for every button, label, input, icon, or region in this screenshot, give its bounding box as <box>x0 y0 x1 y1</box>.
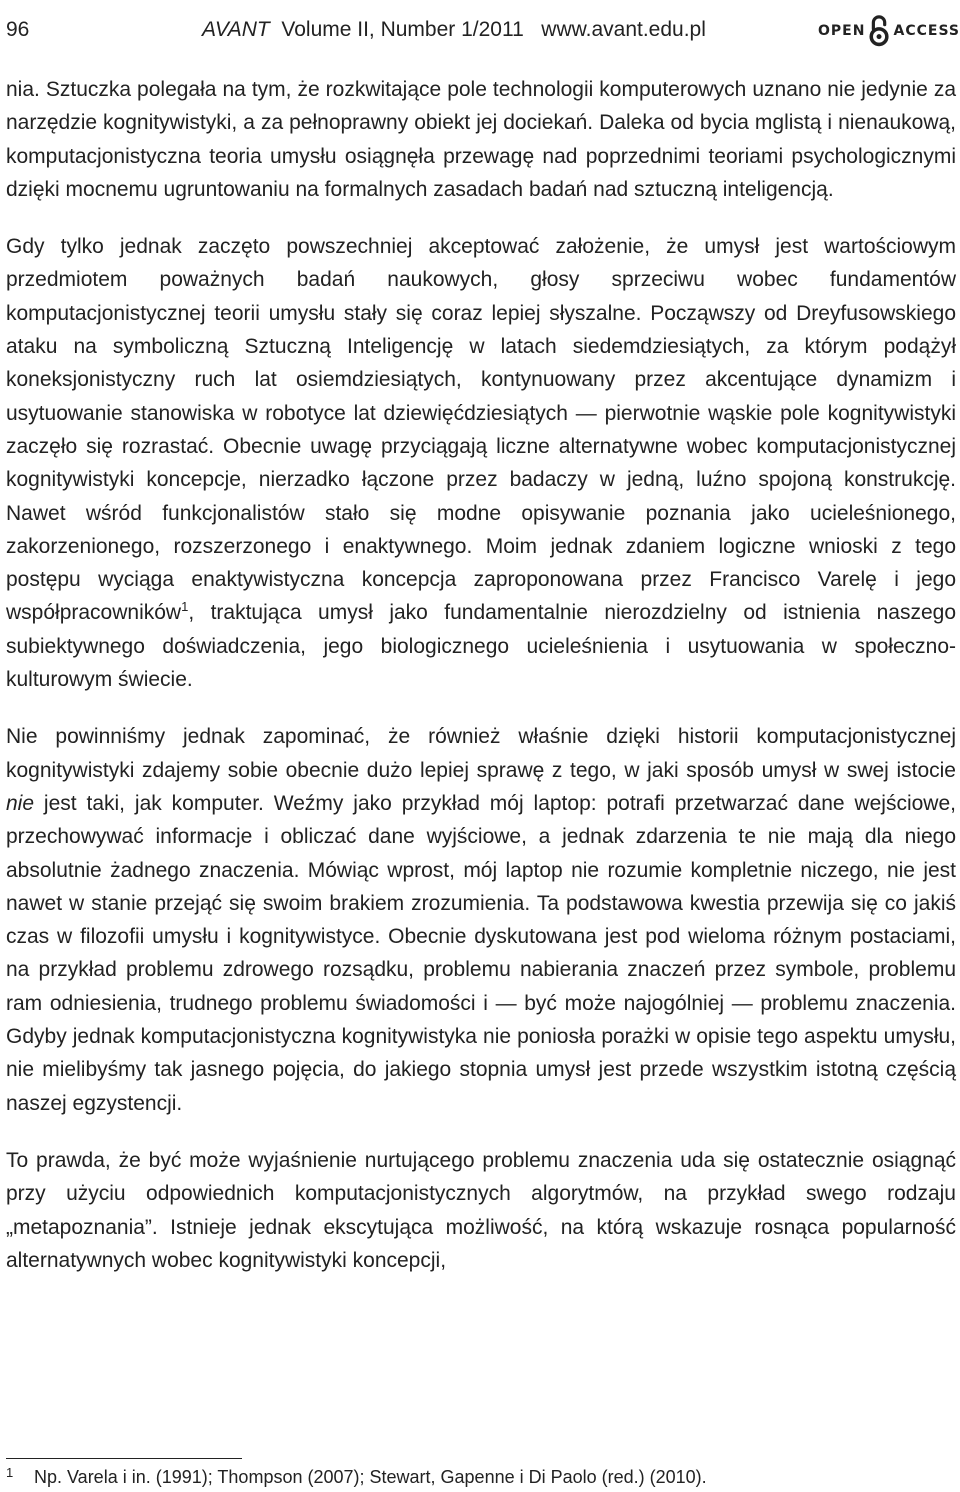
paragraph-1: nia. Sztuczka polegała na tym, że rozkwitające pole technologii komputerowych uznano nie jedynie za narzędzie kognitywistyki, a za pełnoprawny obiekt jej dociekań. Daleka od bycia mglistą i nienaukową, komputacjonistyczna teoria umysłu osiągnęła przewagę nad poprzednimi teoriami psychologicznymi dzięki mocnemu ugruntowaniu na formalnych zasadach badań nad sztuczną inteligencją. <box>6 78 956 201</box>
footnote-reference: 1 <box>181 599 189 615</box>
journal-name: AVANT <box>202 18 270 41</box>
journal-info <box>202 18 706 42</box>
paragraph-2-text-a: Gdy tylko jednak zaczęto powszechniej akceptować założenie, że umysł jest wartościowym przedmiotem poważnych badań naukowych, głosy sprzeciwu wobec fundamentów komputacjonistycznej teorii umysłu stały się coraz lepiej słyszalne. Począwszy od Dreyfusowskiego ataku na symboliczną Sztuczną Inteligencję w latach siedemdziesiątych, za którym podążył koneksjonistyczny ruch lat osiemdziesiątych, kontynuowany przez akcentujące dynamizm i usytuowanie stanowiska w robotyce lat dziewięćdziesiątych — pierwotnie wąskie pole kognitywistyki zaczęło się rozrastać. Obecnie uwagę przyciągają liczne alternatywne wobec komputacjonistycznej kognitywistyki koncepcje, nierzadko łączone przez badaczy w jedną, luźno spojoną konstrukcję. Nawet wśród funkcjonalistów stało się modne opisywanie poznania jako ucieleśnionego, zakorzenionego, rozszerzonego i enaktywnego. Moim jednak zdaniem logiczne wnioski z tego postępu wyciąga enaktywistyczna koncepcja zaproponowana przez Francisco Varelę i jego współpracowników <box>6 235 956 625</box>
emphasis-nie: nie <box>6 791 35 815</box>
footnote-text: Np. Varela i in. (1991); Thompson (2007); Stewart, Gapenne i Di Paolo (red.) (2010). <box>34 1467 707 1487</box>
paragraph-2 <box>6 230 956 696</box>
page-number: 96 <box>6 18 30 41</box>
article-body <box>6 73 956 1277</box>
open-access-logo <box>818 8 960 54</box>
paragraph-2-text-b: , traktująca umysł jako fundamentalnie nierozdzielny od istnienia naszego subiektywnego doświadczenia, jego biologicznego ucieleśnienia i usytuowania w społeczno-kulturowym świecie. <box>6 601 956 692</box>
footnote-divider <box>6 1458 242 1459</box>
paragraph-4: To prawda, że być może wyjaśnienie nurtującego problemu znaczenia uda się ostatecznie osiągnąć przy użyciu odpowiednich komputacjonistycznych algorytmów, na przykład swego rodzaju „metapoznania”. Istnieje jednak ekscytująca możliwość, na którą wskazuje rosnąca popularność alternatywnych wobec kognitywistyki koncepcji, <box>6 1148 956 1272</box>
running-header <box>0 0 960 60</box>
paragraph-3 <box>6 720 956 1120</box>
paragraph-3-text-b: jest taki, jak komputer. Weźmy jako przykład mój laptop: potrafi przetwarzać dane wejściowe, przechowywać informacje i obliczać dane wyjściowe, a jednak zdarzenia te nie mają dla niego absolutnie żadnego znaczenia. Mówiąc wprost, mój laptop nie rozumie kompletnie niczego, nie jest nawet w stanie przejąć się swoim brakiem zrozumienia. Ta podstawowa kwestia przewija się co jakiś czas w filozofii umysłu i kognitywistyce. Obecnie dyskutowana jest pod wieloma różnym postaciami, na przykład problemu zdrowego rozsądku, problemu nabierania znaczeń przez symbole, problemu ram odniesienia, trudnego problemu świadomości i — być może najogólniej — problemu znaczenia. Gdyby jednak komputacjonistyczna kognitywistyka nie poniosła porażki w opisie tego aspektu umysłu, nie mielibyśmy tak jasnego pojęcia, do jakiego stopnia umysł jest przede wszystkim istotną częścią naszej egzystencji. <box>6 791 956 1115</box>
footnote-number: 1 <box>6 1465 14 1480</box>
footnote <box>6 1465 956 1488</box>
open-access-left: OPEN <box>818 23 866 39</box>
open-access-right: ACCESS <box>893 23 960 39</box>
open-access-lock-icon <box>867 8 891 54</box>
journal-volume-url: Volume II, Number 1/2011 www.avant.edu.pl <box>269 18 706 41</box>
paragraph-3-text-a: Nie powinniśmy jednak zapominać, że również właśnie dzięki historii komputacjonistycznej kognitywistyki zdajemy sobie obecnie dużo lepiej sprawę z tego, w jaki sposób umysł w swej istocie <box>6 725 956 782</box>
